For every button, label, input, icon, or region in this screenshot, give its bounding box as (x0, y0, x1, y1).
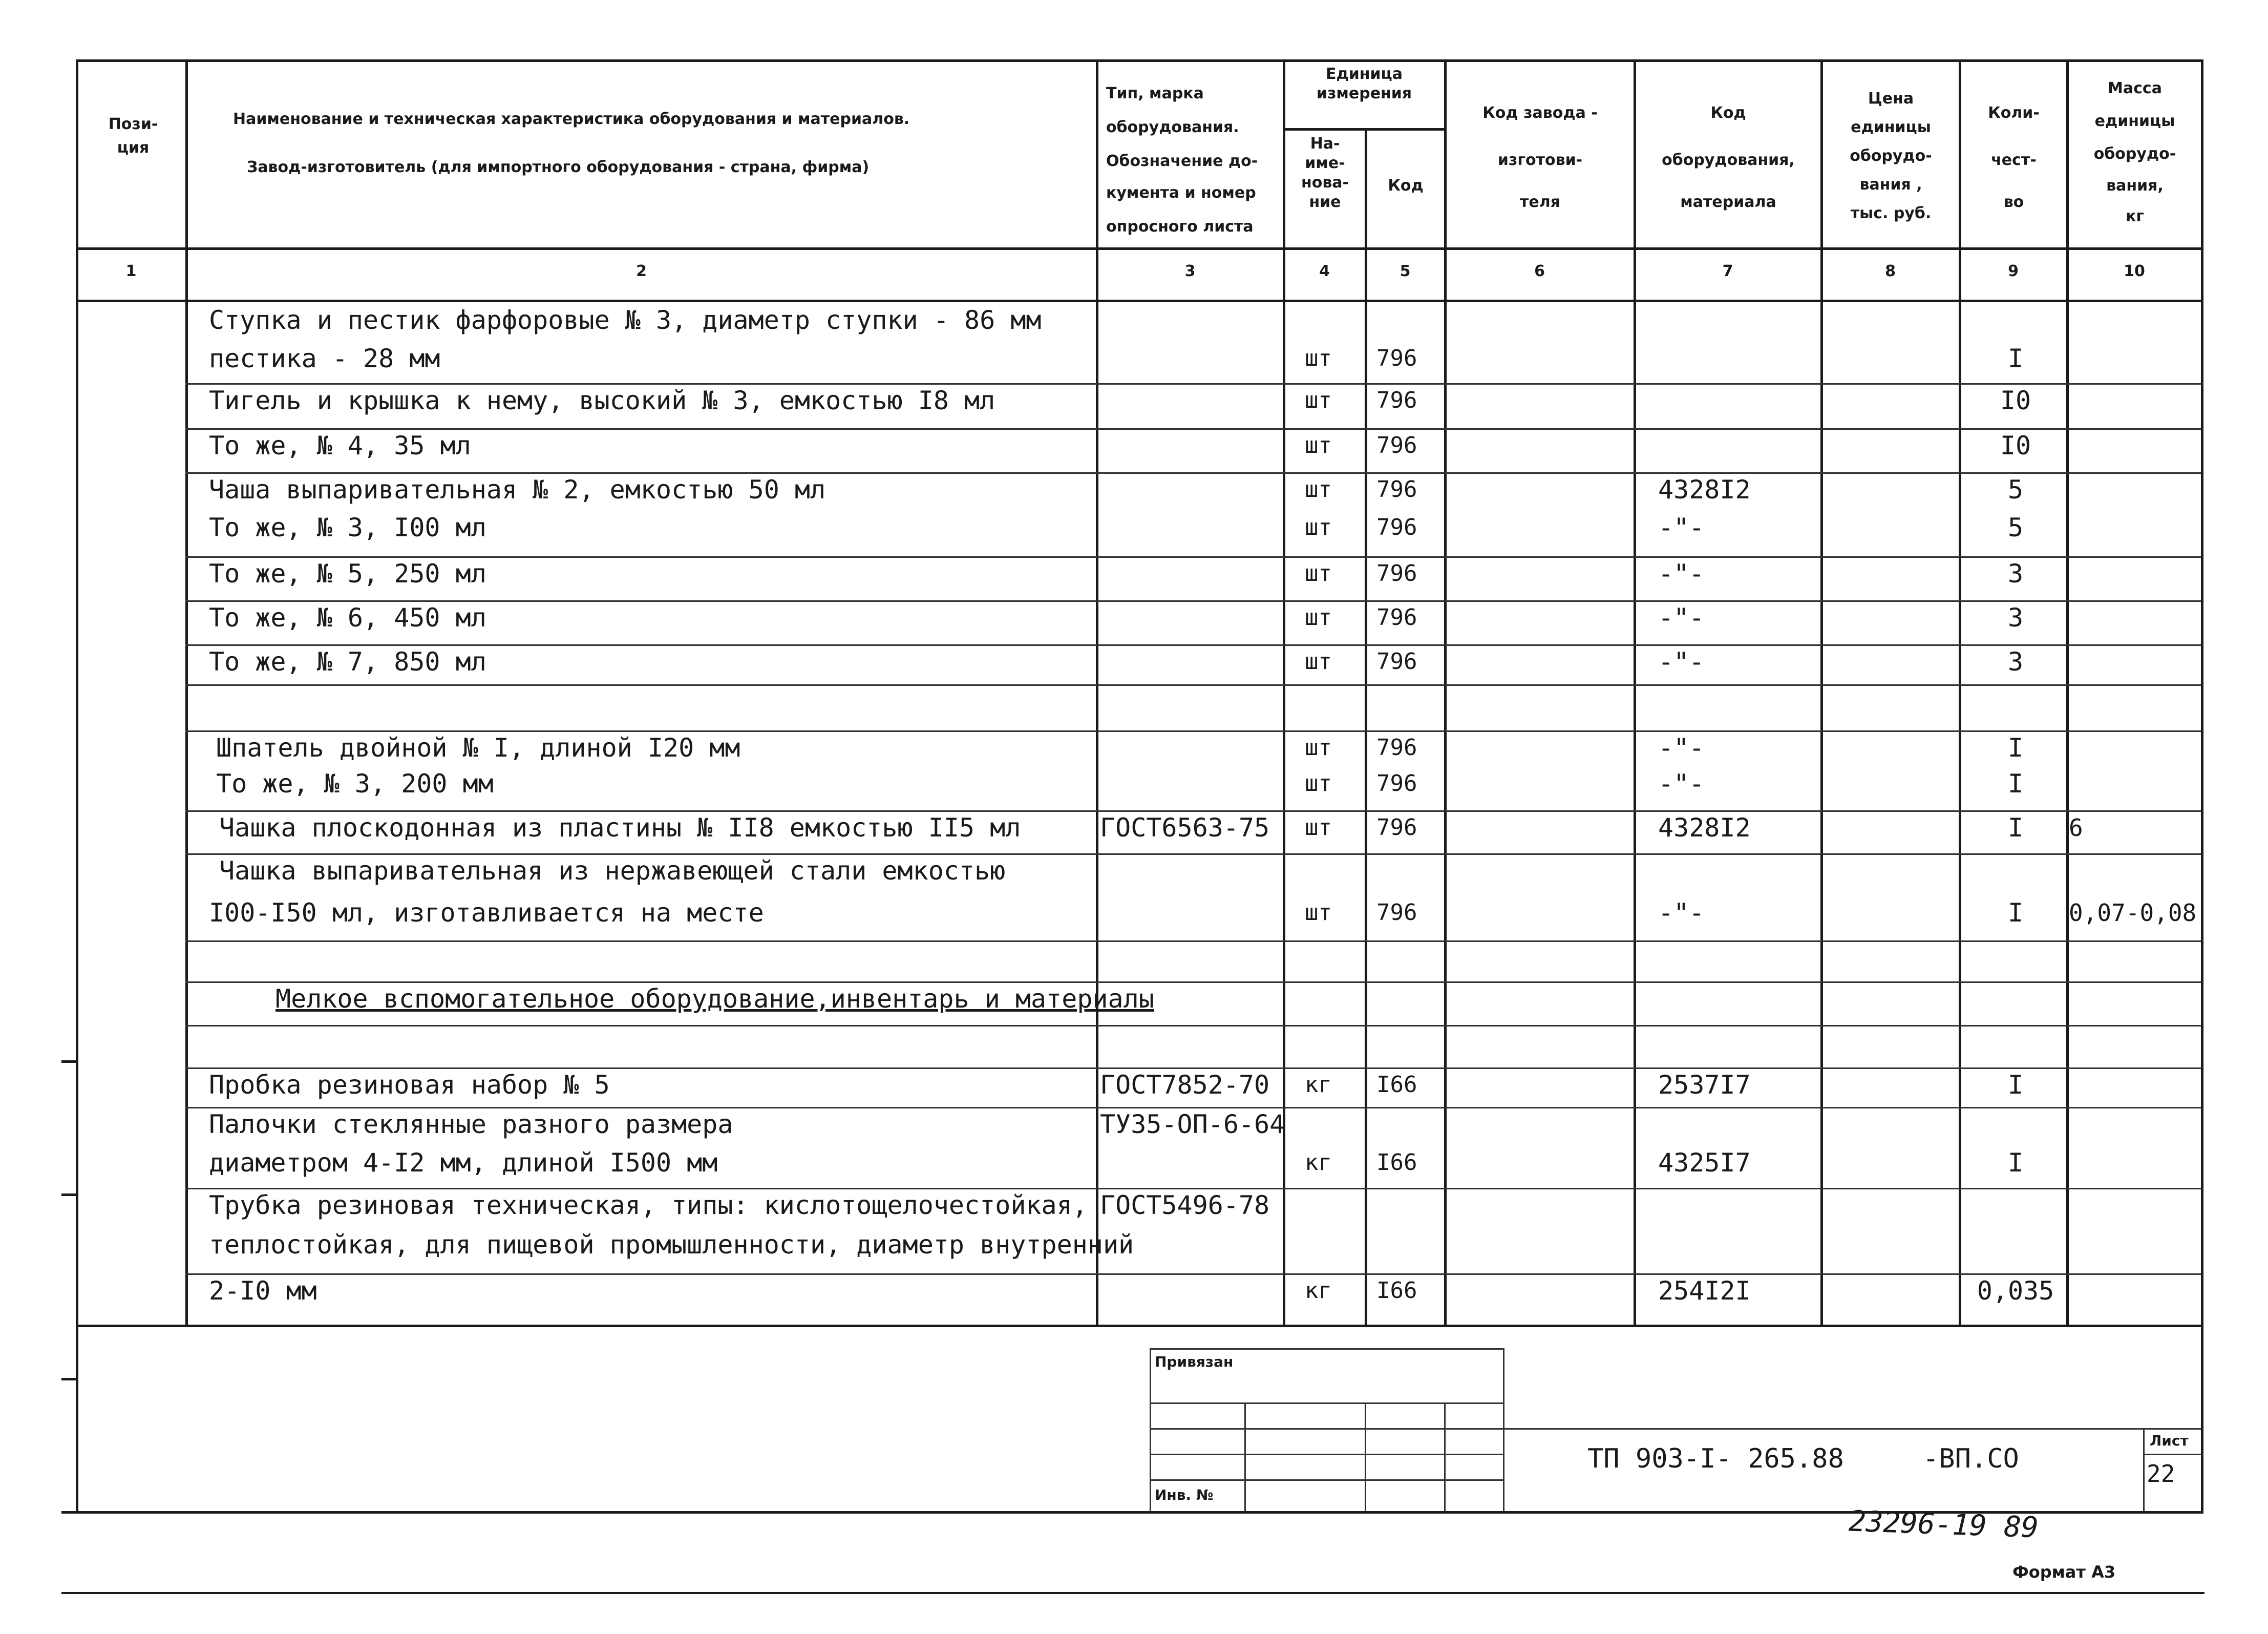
cell-name: Чаша выпаривательная № 2, емкостью 50 мл (209, 475, 826, 505)
row-separator (185, 428, 2201, 430)
stamp-left-line (1150, 1348, 1151, 1511)
cell-unit: шт (1305, 514, 1332, 540)
header-price-line3: оборудо- (1850, 147, 1932, 165)
header-price-line4: вания , (1859, 176, 1922, 194)
cell-name: То же, № 3, I00 мл (209, 513, 486, 542)
cell-name: То же, № 5, 250 мл (209, 559, 486, 589)
cell-qty: I (2007, 733, 2024, 763)
cell-name: Трубка резиновая техническая, типы: кислотощелочестойкая, (209, 1190, 1088, 1220)
cell-mat: 254I2I (1658, 1276, 1751, 1306)
cell-unit: шт (1305, 735, 1332, 761)
cell-name: Пробка резиновая набор № 5 (209, 1070, 610, 1100)
header-doc-line2: оборудования. (1106, 118, 1239, 136)
cell-name: То же, № 7, 850 мл (209, 647, 486, 677)
cell-name: То же, № 6, 450 мл (209, 603, 486, 633)
header-doc-line4: кумента и номер (1106, 184, 1256, 202)
cell-unit: шт (1305, 814, 1332, 841)
row-separator (185, 940, 2201, 942)
header-mass-line3: оборудо- (2093, 145, 2176, 163)
stamp-col-b (1365, 1402, 1366, 1511)
stamp-line-b (1150, 1428, 1503, 1430)
row-separator (185, 1188, 2201, 1189)
cell-qty: I (2007, 1070, 2024, 1100)
header-price-line5: тыс. руб. (1850, 204, 1932, 222)
cell-code: 796 (1376, 476, 1417, 502)
frame-right (2201, 59, 2203, 1512)
header-mass-line5: кг (2125, 207, 2145, 225)
cell-name: пестика - 28 мм (209, 344, 440, 373)
header-factory-line2: изготови- (1497, 151, 1583, 169)
cell-name: Ступка и пестик фарфоровые № 3, диаметр ступки - 86 мм (209, 305, 1042, 335)
stamp-line-d (1150, 1479, 1503, 1481)
cell-qty: 5 (2007, 475, 2024, 505)
cell-doc: ГОСТ5496-78 (1100, 1190, 1270, 1220)
cell-qty: 5 (2007, 513, 2024, 542)
cell-unit: шт (1305, 560, 1332, 586)
frame-top (76, 59, 2201, 62)
row-separator (185, 1273, 2201, 1275)
sheet-number: 22 (2147, 1460, 2175, 1488)
stamp-inv: Инв. № (1155, 1486, 1214, 1503)
stamp-right-line (1503, 1348, 1504, 1511)
cell-mat: -"- (1658, 769, 1705, 799)
margin-tick-3 (61, 1378, 76, 1380)
header-price-line1: Цена (1868, 90, 1914, 108)
header-matcode-line1: Код (1710, 104, 1746, 122)
stamp-line-c (1150, 1454, 1503, 1455)
cell-name: Тигель и крышка к нему, высокий № 3, емкостью I8 мл (209, 386, 995, 415)
cell-unit: кг (1305, 1277, 1332, 1304)
sheet-label: Лист (2150, 1432, 2189, 1449)
cell-qty: I0 (2000, 431, 2031, 460)
cell-code: 796 (1376, 770, 1417, 797)
cell-qty: I (2007, 898, 2024, 928)
cell-qty: I0 (2000, 386, 2031, 415)
cell-doc: ГОСТ7852-70 (1100, 1070, 1270, 1100)
cell-code: I66 (1376, 1072, 1417, 1098)
header-factory-line1: Код завода - (1482, 104, 1598, 122)
stamp-col-a (1244, 1402, 1246, 1511)
col-line-2 (1096, 59, 1098, 1325)
row-separator (185, 684, 2201, 686)
row-separator (185, 730, 2201, 732)
row-separator (185, 556, 2201, 558)
cell-mat: 4328I2 (1658, 475, 1751, 505)
row-separator (185, 472, 2201, 474)
cell-code: 796 (1376, 432, 1417, 458)
cell-code: I66 (1376, 1277, 1417, 1304)
stamp-col-c (1444, 1402, 1446, 1511)
cell-name: 2-I0 мм (209, 1276, 317, 1306)
row-separator (185, 1067, 2201, 1069)
header-price-line2: единицы (1851, 118, 1931, 136)
cell-code: 796 (1376, 899, 1417, 926)
header-qty-line3: во (2003, 193, 2024, 211)
cell-mat: -"- (1658, 603, 1705, 633)
col-line-7 (1820, 59, 1823, 1325)
format-label: Формат А3 (2012, 1562, 2116, 1582)
cell-code: 796 (1376, 648, 1417, 675)
row-separator (185, 600, 2201, 602)
header-unit-name: На- име- нова- ние (1301, 135, 1349, 211)
col-line-9 (2066, 59, 2069, 1325)
cell-code: 796 (1376, 514, 1417, 540)
cell-name: То же, № 3, 200 мм (216, 769, 494, 799)
header-position: Пози- ция (108, 115, 158, 157)
colnum-2: 2 (636, 262, 647, 280)
cell-unit: шт (1305, 345, 1332, 371)
header-unit-group: Единица измерения (1316, 65, 1412, 102)
cell-qty: 3 (2007, 559, 2024, 589)
header-matcode-line2: оборудования, (1662, 151, 1795, 169)
cell-qty: I (2007, 1148, 2024, 1178)
cell-qty: I (2007, 769, 2024, 799)
header-factory-line3: теля (1520, 193, 1560, 211)
header-qty-line2: чест- (1991, 151, 2037, 169)
cell-name: I00-I50 мл, изготавливается на месте (209, 898, 764, 928)
sheet-box-line (2143, 1454, 2201, 1455)
cell-mat: -"- (1658, 898, 1705, 928)
document-code: ТП 903-I- 265.88 (1587, 1443, 1844, 1474)
cell-unit: кг (1305, 1149, 1332, 1176)
margin-tick-1 (61, 1060, 76, 1063)
row-separator (185, 1025, 2201, 1027)
cell-code: 796 (1376, 560, 1417, 586)
row-separator (185, 810, 2201, 812)
cell-qty: I (2007, 813, 2024, 843)
cell-name: Мелкое вспомогательное оборудование,инвентарь и материалы (275, 984, 1154, 1014)
margin-tick-2 (61, 1193, 76, 1196)
cell-mat: 2537I7 (1658, 1070, 1751, 1100)
col-line-5 (1444, 59, 1447, 1325)
cell-mat: -"- (1658, 733, 1705, 763)
cell-name: диаметром 4-I2 мм, длиной I500 мм (209, 1148, 718, 1178)
table-bottom-line (76, 1325, 2201, 1327)
colnum-1: 1 (125, 262, 137, 280)
cell-unit: шт (1305, 476, 1332, 502)
cell-code: 796 (1376, 814, 1417, 841)
document-suffix: -ВП.СО (1923, 1443, 2019, 1474)
cell-mass: 6 (2069, 814, 2083, 842)
colnum-10: 10 (2124, 262, 2145, 280)
cell-mat: -"- (1658, 513, 1705, 542)
col-line-4 (1365, 128, 1367, 1325)
col-line-6 (1634, 59, 1636, 1325)
cell-code: 796 (1376, 735, 1417, 761)
cell-unit: шт (1305, 899, 1332, 926)
colnum-bottom-line (76, 300, 2201, 302)
row-separator (185, 981, 2201, 983)
unit-group-line (1283, 128, 1444, 131)
handwritten-number: 23296-19 89 (1848, 1504, 2039, 1545)
cell-qty: 3 (2007, 603, 2024, 633)
cell-name: Чашка плоскодонная из пластины № II8 емкостью II5 мл (219, 813, 1021, 843)
cell-mat: 4328I2 (1658, 813, 1751, 843)
col-line-8 (1959, 59, 1961, 1325)
cell-qty: I (2007, 344, 2024, 373)
header-doc-line3: Обозначение до- (1106, 152, 1258, 170)
cell-code: I66 (1376, 1149, 1417, 1176)
header-bottom-line (76, 247, 2201, 250)
cell-mat: -"- (1658, 559, 1705, 589)
colnum-9: 9 (2008, 262, 2019, 280)
stamp-line-a (1150, 1402, 1503, 1404)
cell-name: Чашка выпаривательная из нержавеющей стали емкостью (219, 856, 1006, 886)
colnum-7: 7 (1722, 262, 1733, 280)
colnum-5: 5 (1400, 262, 1411, 280)
colnum-6: 6 (1534, 262, 1545, 280)
cell-unit: шт (1305, 770, 1332, 797)
cell-name: теплостойкая, для пищевой промышленности, диаметр внутренний (209, 1230, 1134, 1260)
cell-name: Шпатель двойной № I, длиной I20 мм (216, 733, 740, 763)
stamp-top-line (1150, 1348, 1503, 1350)
header-doc-line1: Тип, марка (1106, 85, 1204, 102)
sheet-box-left (2143, 1428, 2145, 1511)
cell-doc: ГОСТ6563-75 (1100, 813, 1270, 843)
cell-name: То же, № 4, 35 мл (209, 431, 471, 460)
cell-mass: 0,07-0,08 (2069, 899, 2197, 927)
row-separator (185, 1107, 2201, 1108)
header-mass-line4: вания, (2106, 177, 2164, 195)
cell-unit: шт (1305, 604, 1332, 631)
header-matcode-line3: материала (1680, 193, 1776, 211)
row-separator (185, 644, 2201, 646)
cell-name: Палочки стеклянные разного размера (209, 1109, 733, 1139)
header-mass-line2: единицы (2094, 112, 2175, 130)
header-mass-line1: Масса (2108, 79, 2162, 97)
cell-unit: шт (1305, 648, 1332, 675)
header-doc-line5: опросного листа (1106, 218, 1254, 236)
cell-qty: 3 (2007, 647, 2024, 677)
row-separator (185, 853, 2201, 855)
header-unit-code: Код (1388, 177, 1424, 195)
header-qty-line1: Коли- (1988, 104, 2040, 122)
cell-unit: кг (1305, 1072, 1332, 1098)
cell-mat: -"- (1658, 647, 1705, 677)
cell-doc: ТУ35-ОП-6-64 (1100, 1109, 1285, 1139)
cell-code: 796 (1376, 345, 1417, 371)
colnum-4: 4 (1319, 262, 1330, 280)
cell-code: 796 (1376, 604, 1417, 631)
colnum-8: 8 (1885, 262, 1896, 280)
cell-code: 796 (1376, 387, 1417, 413)
cell-unit: шт (1305, 387, 1332, 413)
cell-unit: шт (1305, 432, 1332, 458)
cell-mat: 4325I7 (1658, 1148, 1751, 1178)
colnum-3: 3 (1184, 262, 1196, 280)
col-line-1 (185, 59, 188, 1325)
header-name-line1: Наименование и техническая характеристика оборудования и материалов. (233, 110, 910, 128)
header-name-line2: Завод-изготовитель (для импортного оборудования - страна, фирма) (247, 158, 870, 176)
footer-rule (61, 1592, 2205, 1594)
title-block-top-line (1503, 1428, 2201, 1430)
stamp-privyazan: Привязан (1155, 1353, 1234, 1370)
row-separator (185, 383, 2201, 385)
cell-qty: 0,035 (1977, 1276, 2054, 1306)
